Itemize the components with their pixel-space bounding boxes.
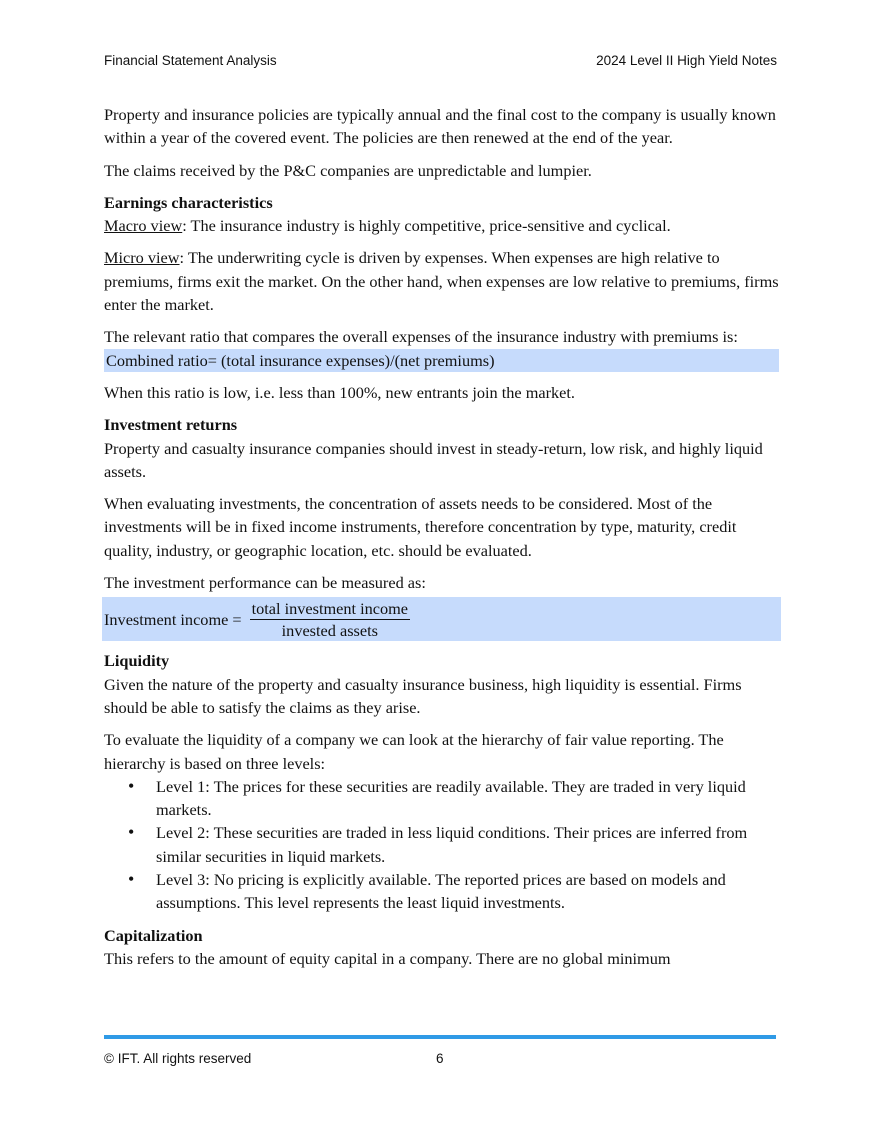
list-item <box>104 868 779 915</box>
list-item <box>104 821 779 868</box>
bullet-icon: • <box>128 822 135 843</box>
formula-denominator: invested assets <box>281 620 378 640</box>
header-notes-title: 2024 Level II High Yield Notes <box>596 53 777 68</box>
paragraph-claims: The claims received by the P&C companies are unpredictable and lumpier. <box>104 160 592 180</box>
level-text: Level 2: These securities are traded in less liquid conditions. Their prices are inferred from similar securities in liquid markets. <box>156 823 748 866</box>
paragraph-ratio-intro: The relevant ratio that compares the overall expenses of the insurance industry with premiums is: <box>104 327 738 347</box>
paragraph-macro-view <box>104 214 779 237</box>
macro-view-text: : The insurance industry is highly competitive, price-sensitive and cyclical. <box>182 216 671 236</box>
combined-ratio-formula: Combined ratio= (total insurance expenses)/(net premiums) <box>104 349 779 372</box>
bullet-icon: • <box>128 869 135 890</box>
paragraph-micro-view <box>104 246 779 316</box>
level-list <box>104 775 779 915</box>
heading-investment-returns: Investment returns <box>104 415 238 435</box>
formula-fraction <box>250 598 410 641</box>
heading-liquidity: Liquidity <box>104 651 170 671</box>
paragraph-ratio-low: When this ratio is low, i.e. less than 100%, new entrants join the market. <box>104 382 575 402</box>
formula-numerator: total investment income <box>251 598 409 618</box>
paragraph-capitalization: This refers to the amount of equity capital in a company. There are no global minimum <box>104 948 671 968</box>
macro-view-label: Macro view <box>104 216 183 236</box>
page-content <box>104 103 779 979</box>
list-item <box>104 775 779 822</box>
formula-lhs: Investment income = <box>104 609 242 629</box>
page-number: 6 <box>436 1051 444 1066</box>
bullet-icon: • <box>128 775 135 796</box>
paragraph-hierarchy-intro: To evaluate the liquidity of a company we can look at the hierarchy of fair value reporting. The hierarchy is based on three levels: <box>104 730 724 773</box>
heading-capitalization: Capitalization <box>104 925 203 945</box>
header-title: Financial Statement Analysis <box>104 53 277 68</box>
paragraph-policies: Property and insurance policies are typically annual and the final cost to the company is usually known within a year of the covered event. The policies are then renewed at the end of the year. <box>104 105 776 148</box>
paragraph-performance-intro: The investment performance can be measured as: <box>104 573 426 593</box>
paragraph-invest-assets: Property and casualty insurance companies should invest in steady-return, low risk, and highly liquid assets. <box>104 438 763 481</box>
heading-earnings: Earnings characteristics <box>104 192 273 212</box>
paragraph-concentration: When evaluating investments, the concentration of assets needs to be considered. Most of the investments will be in fixed income instruments, therefore concentration by type, maturity, credit quality, industry, or geographic location, etc. should be evaluated. <box>104 494 737 560</box>
level-text: Level 3: No pricing is explicitly available. The reported prices are based on models and assumptions. This level represents the least liquid investments. <box>156 870 726 913</box>
footer-divider <box>104 1035 776 1039</box>
paragraph-liquidity-essential: Given the nature of the property and casualty insurance business, high liquidity is essential. Firms should be able to satisfy the claims as they arise. <box>104 674 742 717</box>
micro-view-text: : The underwriting cycle is driven by expenses. When expenses are high relative to premiums, firms exit the market. On the other hand, when expenses are low relative to premiums, firms enter the market. <box>104 248 779 315</box>
micro-view-label: Micro view <box>104 248 180 268</box>
level-text: Level 1: The prices for these securities are readily available. They are traded in very liquid markets. <box>156 776 746 820</box>
investment-income-formula <box>102 597 781 641</box>
footer-copyright: © IFT. All rights reserved <box>104 1051 252 1066</box>
